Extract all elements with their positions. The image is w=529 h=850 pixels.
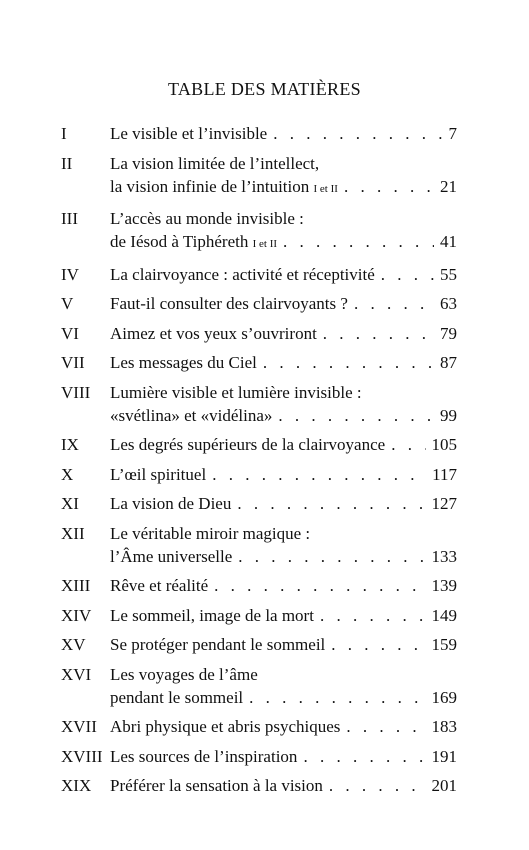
chapter-number: VII — [61, 353, 85, 372]
chapter-title-text — [110, 404, 272, 427]
chapter-title-text — [110, 175, 338, 201]
dot-leader — [344, 175, 434, 198]
chapter-title-line — [110, 230, 457, 256]
page-number: 55 — [440, 264, 457, 284]
toc-entry — [61, 207, 457, 256]
chapter-title-text — [110, 574, 208, 597]
chapter-title: la vision infinie de l’intuition — [110, 176, 310, 196]
chapter-title: Se protéger pendant le sommeil — [110, 635, 326, 654]
chapter-title-line — [110, 545, 457, 568]
chapter-title-line — [110, 404, 457, 427]
chapter-title: Abri physique et abris psychiques — [110, 717, 341, 736]
chapter-title-text — [110, 663, 258, 686]
dot-leader — [320, 604, 426, 627]
chapter-title-block — [110, 715, 457, 738]
chapter-title-line — [110, 522, 457, 545]
chapter-title-block — [110, 292, 457, 315]
chapter-title-line — [110, 322, 457, 345]
chapter-title-line — [110, 433, 457, 456]
page-number: 149 — [431, 605, 457, 625]
chapter-title-text — [110, 633, 325, 656]
chapter-title-block — [110, 351, 457, 374]
chapter-title: Lumière visible et lumière invisible : — [110, 382, 362, 402]
chapter-number: XIV — [61, 605, 92, 625]
page-number: 127 — [431, 494, 457, 513]
chapter-title-text — [110, 292, 348, 315]
chapter-number: I — [61, 124, 67, 143]
chapter-title: Les sources de l’inspiration — [110, 746, 298, 766]
dot-leader — [238, 545, 425, 568]
chapter-title: l’Âme universelle — [110, 546, 233, 566]
toc-entry — [61, 633, 457, 656]
chapter-title-line — [110, 292, 457, 315]
chapter-title-block — [110, 745, 457, 768]
chapter-title-block — [110, 263, 457, 286]
chapter-title-block — [110, 433, 457, 456]
page-number: 79 — [440, 323, 457, 343]
chapter-title-line — [110, 207, 457, 230]
chapter-title-line — [110, 633, 457, 656]
table-of-contents — [61, 122, 457, 804]
dot-leader — [354, 292, 434, 315]
chapter-number: XVIII — [61, 746, 103, 766]
page-number: 21 — [440, 176, 457, 196]
toc-entry — [61, 122, 457, 145]
chapter-number: XI — [61, 494, 79, 513]
page-number: 117 — [432, 464, 457, 484]
page-number: 133 — [431, 546, 457, 566]
chapter-title: Le véritable miroir magique : — [110, 523, 311, 543]
chapter-title-block — [110, 774, 457, 797]
toc-entry — [61, 292, 457, 315]
dot-leader — [329, 774, 426, 797]
page-title: TABLE DES MATIÈRES — [168, 79, 361, 99]
chapter-title: Les voyages de l’âme — [110, 664, 258, 684]
page-number: 87 — [440, 353, 457, 372]
chapter-title: Les messages du Ciel — [110, 353, 257, 372]
toc-entry — [61, 322, 457, 345]
dot-leader — [346, 715, 425, 738]
dot-leader — [283, 230, 434, 253]
toc-entry — [61, 463, 457, 486]
chapter-title-line — [110, 686, 457, 709]
chapter-title-text — [110, 230, 277, 256]
chapter-title-text — [110, 774, 323, 797]
chapter-number: IV — [61, 264, 79, 284]
chapter-title-block — [110, 604, 457, 627]
chapter-title-block — [110, 463, 457, 486]
dot-leader — [273, 122, 442, 145]
page-number: 105 — [431, 435, 457, 454]
chapter-title-block — [110, 381, 457, 427]
dot-leader — [237, 492, 425, 515]
toc-entry — [61, 433, 457, 456]
page-number: 159 — [431, 635, 457, 654]
chapter-title: L’accès au monde invisible : — [110, 209, 304, 228]
chapter-title-text — [110, 686, 243, 709]
dot-leader — [249, 686, 425, 709]
chapter-title-text — [110, 263, 375, 286]
chapter-title-line — [110, 122, 457, 145]
toc-entry — [61, 351, 457, 374]
page-number: 63 — [440, 294, 457, 313]
chapter-title-text — [110, 351, 257, 374]
dot-leader — [331, 633, 425, 656]
chapter-title-line — [110, 381, 457, 404]
chapter-number: II — [61, 153, 73, 173]
chapter-title-block — [110, 574, 457, 597]
chapter-number: V — [61, 294, 74, 313]
chapter-number: IX — [61, 435, 79, 454]
toc-entry — [61, 715, 457, 738]
chapter-title-block — [110, 633, 457, 656]
chapter-title-line — [110, 492, 457, 515]
chapter-title: La vision limitée de l’intellect, — [110, 153, 320, 173]
chapter-title-line — [110, 663, 457, 686]
chapter-title-block — [110, 663, 457, 709]
dot-leader — [263, 351, 434, 374]
chapter-title-line — [110, 574, 457, 597]
chapter-title-line — [110, 351, 457, 374]
page-number: 201 — [431, 776, 457, 795]
chapter-title: Le sommeil, image de la mort — [110, 605, 314, 625]
chapter-number: X — [61, 464, 74, 484]
chapter-number: XII — [61, 523, 85, 543]
chapter-title: La clairvoyance : activité et réceptivité — [110, 264, 375, 284]
chapter-title-text — [110, 463, 206, 486]
chapter-title-line — [110, 745, 457, 768]
dot-leader — [212, 463, 426, 486]
toc-entry — [61, 263, 457, 286]
chapter-title-text — [110, 715, 340, 738]
toc-entry — [61, 522, 457, 568]
chapter-title-block — [110, 152, 457, 201]
chapter-number: XVII — [61, 717, 97, 736]
toc-entry — [61, 152, 457, 201]
chapter-title-block — [110, 207, 457, 256]
dot-leader — [278, 404, 434, 427]
dot-leader — [381, 263, 434, 286]
page-number: 41 — [440, 232, 457, 251]
chapter-title-line — [110, 604, 457, 627]
toc-entry — [61, 381, 457, 427]
toc-entry — [61, 663, 457, 709]
dot-leader — [303, 745, 425, 768]
toc-entry — [61, 745, 457, 768]
page-number: 169 — [431, 687, 457, 707]
chapter-title: La vision de Dieu — [110, 494, 232, 513]
chapter-title-line — [110, 263, 457, 286]
chapter-title-line — [110, 152, 457, 175]
chapter-number: III — [61, 209, 78, 228]
chapter-number: VIII — [61, 382, 91, 402]
chapter-number: VI — [61, 323, 79, 343]
page-number: 183 — [431, 717, 457, 736]
chapter-title-text — [110, 122, 267, 145]
chapter-title: de Iésod à Tiphéreth — [110, 232, 249, 251]
chapter-title: Préférer la sensation à la vision — [110, 776, 323, 795]
chapter-title-block — [110, 322, 457, 345]
chapter-title: Faut-il consulter des clairvoyants ? — [110, 294, 348, 313]
chapter-title-text — [110, 207, 304, 230]
chapter-title-block — [110, 122, 457, 145]
chapter-title-text — [110, 152, 319, 175]
chapter-title-line — [110, 774, 457, 797]
chapter-part-note: I et II — [313, 182, 338, 195]
chapter-title-text — [110, 745, 297, 768]
page-number: 7 — [448, 124, 457, 143]
dot-leader — [214, 574, 425, 597]
chapter-title-line — [110, 175, 457, 201]
dot-leader — [323, 322, 434, 345]
chapter-title-text — [110, 381, 362, 404]
chapter-number: XIX — [61, 776, 92, 795]
chapter-number: XVI — [61, 664, 92, 684]
chapter-title: pendant le sommeil — [110, 687, 244, 707]
page-number: 191 — [431, 746, 457, 766]
chapter-title-text — [110, 545, 232, 568]
chapter-title-line — [110, 463, 457, 486]
chapter-title: Les degrés supérieurs de la clairvoyance — [110, 435, 386, 454]
chapter-title: «svétlina» et «vidélina» — [110, 405, 273, 425]
chapter-title-text — [110, 492, 231, 515]
chapter-title-line — [110, 715, 457, 738]
page-number: 139 — [431, 576, 457, 595]
chapter-title-block — [110, 492, 457, 515]
toc-entry — [61, 774, 457, 797]
chapter-number: XIII — [61, 576, 91, 595]
chapter-title-block — [110, 522, 457, 568]
toc-entry — [61, 574, 457, 597]
chapter-title: Aimez et vos yeux s’ouvriront — [110, 323, 317, 343]
chapter-title-text — [110, 433, 385, 456]
chapter-title: Rêve et réalité — [110, 576, 209, 595]
dot-leader — [391, 433, 425, 456]
toc-entry — [61, 492, 457, 515]
chapter-title-text — [110, 522, 310, 545]
chapter-title-text — [110, 604, 314, 627]
chapter-title: Le visible et l’invisible — [110, 124, 268, 143]
chapter-title-text — [110, 322, 317, 345]
chapter-title: L’œil spirituel — [110, 464, 207, 484]
chapter-part-note: I et II — [252, 238, 278, 250]
page-number: 99 — [440, 405, 457, 425]
chapter-number: XV — [61, 635, 86, 654]
toc-entry — [61, 604, 457, 627]
